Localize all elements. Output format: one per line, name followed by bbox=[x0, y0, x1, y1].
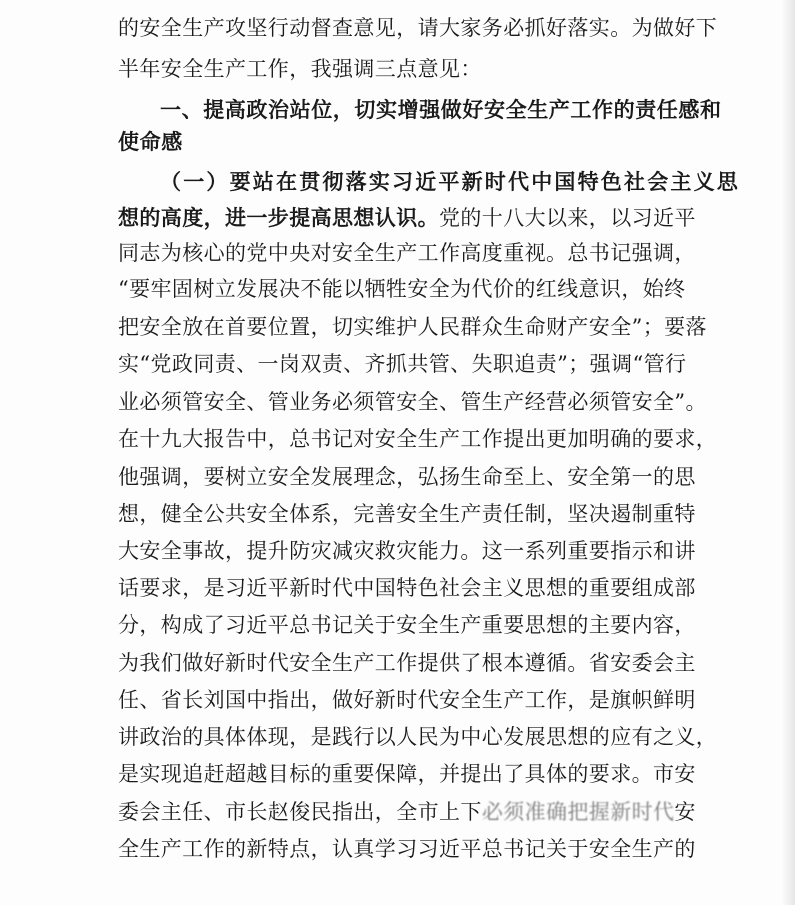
text-line-22 bbox=[118, 793, 718, 831]
text-line-7: 同志为核心的党中央对安全生产工作高度重视。总书记强调， bbox=[118, 241, 696, 265]
text-line-18: 为我们做好新时代安全生产工作提供了根本遵循。省安委会主 bbox=[118, 651, 696, 675]
text-line-16: 话要求，是习近平新时代中国特色社会主义思想的重要组成部 bbox=[118, 576, 696, 600]
page-edge-shadow bbox=[781, 0, 795, 905]
text-line-23: 全生产工作的新特点，认真学习习近平总书记关于安全生产的 bbox=[118, 837, 696, 861]
text-line-10: 实“党政同责、一岗双责、齐抓共管、失职追责”；强调“管行 bbox=[118, 352, 687, 376]
text-line-12: 在十九大报告中，总书记对安全生产工作提出更加明确的要求， bbox=[118, 427, 718, 451]
text-line-20: 讲政治的具体体现，是践行以人民为中心发展思想的应有之义， bbox=[118, 725, 718, 749]
text-line-8: “要牢固树立发展决不能以牺牲安全为代价的红线意识，始终 bbox=[118, 277, 686, 301]
text-line-17: 分，构成了习近平总书记关于安全生产重要思想的主要内容， bbox=[118, 613, 696, 637]
text-line-1: 的安全生产攻坚行动督查意见，请大家务必抓好落实。为做好下 bbox=[118, 16, 718, 40]
text-line-11: 业必须管安全、管业务必须管安全、管生产经营必须管安全”。 bbox=[118, 390, 707, 414]
text-line-22-start: 委会主任、市长赵俊民指出，全市上下 bbox=[118, 800, 482, 824]
section-heading-1: 一、提高政治站位，切实增强做好安全生产工作的责任感和 bbox=[160, 98, 722, 122]
section-heading-1-cont: 使命感 bbox=[118, 130, 183, 154]
subsection-heading-1-cont: 想的高度，进一步提高思想认识。 bbox=[118, 206, 439, 230]
text-line-2: 半年安全生产工作，我强调三点意见： bbox=[118, 57, 482, 81]
text-line-6 bbox=[118, 199, 718, 237]
text-line-13: 他强调，要树立安全发展理念，弘扬生命至上、安全第一的思 bbox=[118, 465, 696, 489]
text-line-6-body: 党的十八大以来，以习近平 bbox=[439, 206, 696, 230]
text-line-14: 想，健全公共安全体系，完善安全生产责任制，坚决遏制重特 bbox=[118, 502, 696, 526]
subsection-heading-1: （一）要站在贯彻落实习近平新时代中国特色社会主义思 bbox=[160, 170, 740, 194]
text-line-22-blurred: 必须准确把握新时代 bbox=[481, 800, 675, 824]
text-line-19: 任、省长刘国中指出，做好新时代安全生产工作，是旗帜鲜明 bbox=[118, 688, 696, 712]
text-line-9: 把安全放在首要位置，切实维护人民群众生命财产安全”；要落 bbox=[118, 315, 707, 339]
text-line-22-end: 安 bbox=[674, 800, 696, 824]
text-line-21: 是实现追赶超越目标的重要保障，并提出了具体的要求。市安 bbox=[118, 762, 696, 786]
text-line-15: 大安全事故，提升防灾减灾救灾能力。这一系列重要指示和讲 bbox=[118, 539, 696, 563]
